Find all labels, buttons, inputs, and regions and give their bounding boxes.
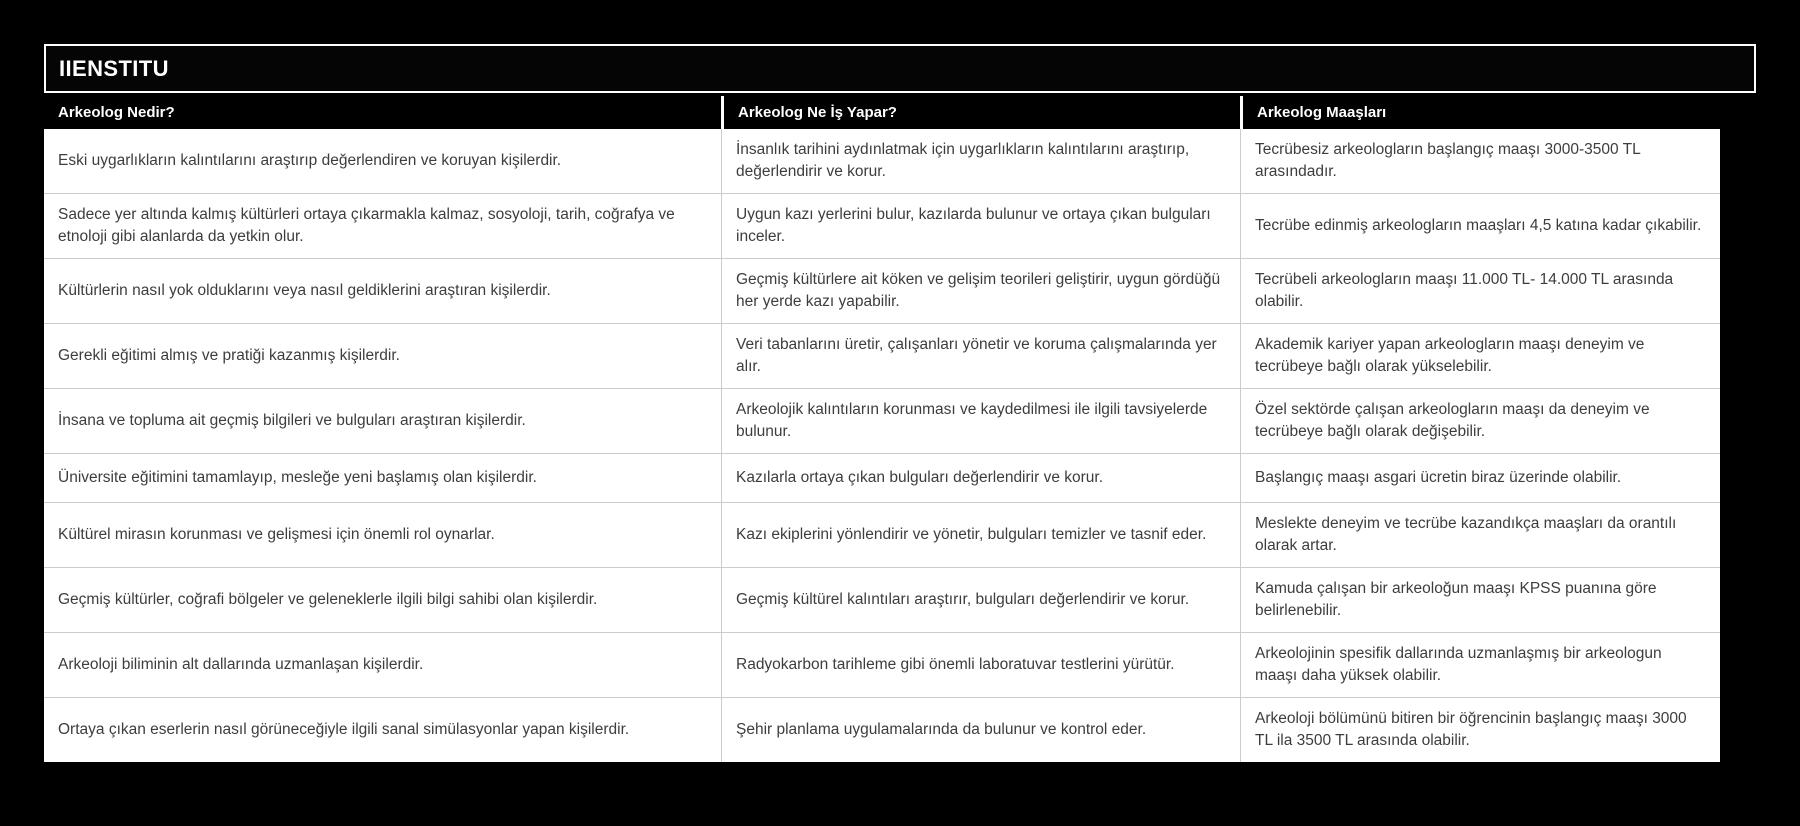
table-cell-text: Başlangıç maaşı asgari ücretin biraz üzerinde olabilir. <box>1255 469 1622 486</box>
table-cell-text: Veri tabanlarını üretir, çalışanları yönetir ve koruma çalışmalarında yer alır. <box>736 336 1217 375</box>
table-cell <box>1240 633 1720 697</box>
table-cell <box>721 194 1240 258</box>
table-cell-text: Arkeoloji bölümünü bitiren bir öğrencinin başlangıç maaşı 3000 TL ila 3500 TL arasında olabilir. <box>1255 710 1687 749</box>
table-cell-text: Sadece yer altında kalmış kültürleri ortaya çıkarmakla kalmaz, sosyoloji, tarih, coğrafya ve etnoloji gibi alanlarda da yetkin olur. <box>58 206 675 245</box>
table-cell <box>44 633 721 697</box>
table-cell-text: Geçmiş kültürel kalıntıları araştırır, bulguları değerlendirir ve korur. <box>736 591 1190 608</box>
table-cell <box>1240 129 1720 193</box>
table-cell-text: Kazı ekiplerini yönlendirir ve yönetir, bulguları temizler ve tasnif eder. <box>736 526 1207 543</box>
table-cell <box>721 324 1240 388</box>
table-cell <box>1240 503 1720 567</box>
table-cell-text: Şehir planlama uygulamalarında da bulunur ve kontrol eder. <box>736 721 1147 738</box>
table-row <box>44 697 1720 762</box>
table-cell <box>721 454 1240 502</box>
table-cell <box>44 324 721 388</box>
table-row <box>44 323 1720 388</box>
table-row <box>44 129 1720 193</box>
table-cell <box>721 698 1240 762</box>
table-row <box>44 567 1720 632</box>
table-row <box>44 502 1720 567</box>
table-cell <box>1240 194 1720 258</box>
table-cell <box>721 503 1240 567</box>
table-cell <box>1240 698 1720 762</box>
table-cell <box>44 259 721 323</box>
table-cell-text: Kültürlerin nasıl yok olduklarını veya nasıl geldiklerini araştıran kişilerdir. <box>58 282 551 299</box>
table-cell <box>721 389 1240 453</box>
table-cell-text: Eski uygarlıkların kalıntılarını araştırıp değerlendiren ve koruyan kişilerdir. <box>58 152 562 169</box>
table-cell-text: Üniversite eğitimini tamamlayıp, mesleğe yeni başlamış olan kişilerdir. <box>58 469 537 486</box>
table-cell-text: Uygun kazı yerlerini bulur, kazılarda bulunur ve ortaya çıkan bulguları inceler. <box>736 206 1211 245</box>
table-cell-text: İnsanlık tarihini aydınlatmak için uygarlıkların kalıntılarını araştırıp, değerlendirir ve korur. <box>736 141 1190 180</box>
table-cell-text: Tecrübesiz arkeologların başlangıç maaşı 3000-3500 TL arasındadır. <box>1255 141 1641 180</box>
table-cell-text: Kazılarla ortaya çıkan bulguları değerlendirir ve korur. <box>736 469 1104 486</box>
table-cell-text: Kamuda çalışan bir arkeoloğun maaşı KPSS puanına göre belirlenebilir. <box>1255 580 1657 619</box>
table-cell-text: Tecrübe edinmiş arkeologların maaşları 4,5 katına kadar çıkabilir. <box>1255 217 1702 234</box>
table-cell <box>1240 454 1720 502</box>
table-cell <box>721 129 1240 193</box>
table-cell-text: Akademik kariyer yapan arkeologların maaşı deneyim ve tecrübeye bağlı olarak yükselebilir. <box>1255 336 1645 375</box>
table-cell <box>44 194 721 258</box>
brand-title: IIENSTITU <box>59 55 169 81</box>
table-cell <box>721 633 1240 697</box>
archaeologist-info-table <box>44 96 1720 762</box>
table-cell-text: Arkeolojik kalıntıların korunması ve kaydedilmesi ile ilgili tavsiyelerde bulunur. <box>736 401 1208 440</box>
table-cell-text: Geçmiş kültürlere ait köken ve gelişim teorileri geliştirir, uygun gördüğü her yerde kazı yapabilir. <box>736 271 1221 310</box>
table-row <box>44 193 1720 258</box>
column-header-arkeolog-maaslari: Arkeolog Maaşları <box>1240 96 1720 129</box>
table-cell <box>1240 324 1720 388</box>
table-row <box>44 258 1720 323</box>
table-cell <box>44 129 721 193</box>
table-cell <box>721 568 1240 632</box>
table-cell <box>1240 259 1720 323</box>
table-header-row <box>44 96 1720 129</box>
table-cell <box>721 259 1240 323</box>
table-cell <box>44 389 721 453</box>
table-cell-text: Kültürel mirasın korunması ve gelişmesi için önemli rol oynarlar. <box>58 526 495 543</box>
table-cell-text: Arkeolojinin spesifik dallarında uzmanlaşmış bir arkeologun maaşı daha yüksek olabilir. <box>1255 645 1662 684</box>
table-cell-text: Özel sektörde çalışan arkeologların maaşı da deneyim ve tecrübeye bağlı olarak değişebilir. <box>1255 401 1650 440</box>
table-cell-text: Tecrübeli arkeologların maaşı 11.000 TL- 14.000 TL arasında olabilir. <box>1255 271 1674 310</box>
table-cell <box>1240 389 1720 453</box>
brand-banner <box>44 44 1756 93</box>
table-cell <box>44 503 721 567</box>
table-cell-text: Gerekli eğitimi almış ve pratiği kazanmış kişilerdir. <box>58 347 400 364</box>
table-row <box>44 388 1720 453</box>
table-cell <box>1240 568 1720 632</box>
table-cell-text: İnsana ve topluma ait geçmiş bilgileri ve bulguları araştıran kişilerdir. <box>58 412 526 429</box>
table-cell-text: Ortaya çıkan eserlerin nasıl görüneceğiyle ilgili sanal simülasyonlar yapan kişilerdir. <box>58 721 630 738</box>
table-cell-text: Geçmiş kültürler, coğrafi bölgeler ve geleneklerle ilgili bilgi sahibi olan kişilerdir. <box>58 591 598 608</box>
column-header-arkeolog-nedir: Arkeolog Nedir? <box>44 96 721 129</box>
table-cell-text: Meslekte deneyim ve tecrübe kazandıkça maaşları da orantılı olarak artar. <box>1255 515 1677 554</box>
table-row <box>44 453 1720 502</box>
content-card <box>44 44 1756 762</box>
table-body <box>44 129 1720 762</box>
column-header-arkeolog-ne-is-yapar: Arkeolog Ne İş Yapar? <box>721 96 1240 129</box>
table-cell <box>44 454 721 502</box>
table-cell-text: Arkeoloji biliminin alt dallarında uzmanlaşan kişilerdir. <box>58 656 424 673</box>
table-cell <box>44 698 721 762</box>
table-cell-text: Radyokarbon tarihleme gibi önemli laboratuvar testlerini yürütür. <box>736 656 1175 673</box>
table-cell <box>44 568 721 632</box>
table-row <box>44 632 1720 697</box>
